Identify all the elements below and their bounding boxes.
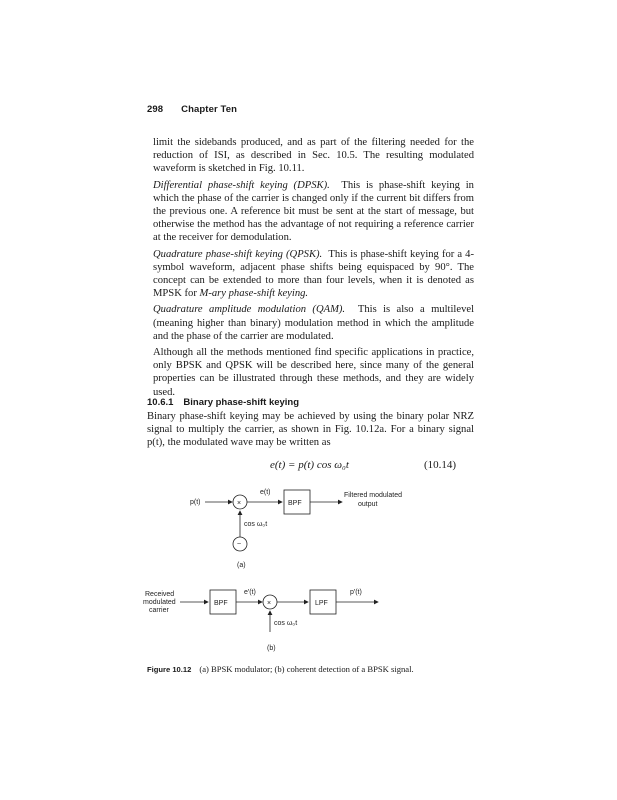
- equation-number: (10.14): [424, 459, 457, 471]
- lpf-label: LPF: [315, 600, 328, 607]
- dpsk-description: This is phase-shift keying in which the phase of the carrier is changed only if the current bit differs from the previous one. A reference bit must be sent at the start of message, but otherwise the method has the advantage of not requiring a reference carrier at the receiver for demodulation.: [153, 179, 474, 244]
- bpsk-modulator: [190, 489, 402, 569]
- oscillator-symbol: ~: [237, 541, 242, 548]
- qam-description: This is also a multilevel (meaning higher than binary) modulation method in which the amplitude and the phase of the carrier are modulated.: [153, 304, 475, 342]
- paragraph-qam: [153, 303, 474, 343]
- page-header: [147, 104, 237, 115]
- received-label-2: modulated: [143, 599, 176, 606]
- term-qam: Quadrature amplitude modulation (QAM).: [153, 304, 346, 316]
- section-number: 10.6.1: [147, 397, 174, 408]
- signal-label-pprime: p′(t): [350, 589, 362, 596]
- term-qpsk: Quadrature phase-shift keying (QPSK).: [153, 248, 323, 260]
- received-label-1: Received: [145, 591, 175, 598]
- input-label-pt: p(t): [190, 499, 201, 506]
- signal-label-eprime: e′(t): [244, 589, 256, 596]
- chapter-title: Chapter Ten: [181, 104, 237, 115]
- multiplier-symbol-b: ×: [267, 600, 272, 607]
- paragraph-qpsk: [153, 248, 474, 301]
- received-label-3: carrier: [149, 607, 169, 614]
- output-label-1: Filtered modulated: [344, 492, 402, 499]
- caption-text: (a) BPSK modulator; (b) coherent detection of a BPSK signal.: [199, 664, 414, 674]
- carrier-label-b: cos ω₀t: [274, 620, 298, 627]
- body-text: [153, 136, 474, 402]
- equation: e(t) = p(t) cos ω₀t: [270, 459, 349, 471]
- figure-10-12: [140, 482, 480, 662]
- figure-caption: [147, 664, 414, 674]
- multiplier-symbol: ×: [237, 500, 242, 507]
- section-heading: [147, 397, 299, 408]
- caption-label: Figure 10.12: [147, 665, 192, 674]
- bpsk-detector: [143, 589, 378, 652]
- bpf-label: BPF: [288, 500, 302, 507]
- qpsk-description: This is phase-shift keying for a 4-symbol waveform, adjacent phase shifts being equispaced by 90°. The concept can be extended to more than four levels, when it is denoted as MPSK for: [153, 248, 474, 300]
- paragraph-1: limit the sidebands produced, and as part of the filtering needed for the reduction of ISI, as described in Sec. 10.5. The resulting modulated waveform is sketched in Fig. 10.11.: [153, 137, 474, 175]
- page-number: 298: [147, 104, 164, 115]
- output-label-2: output: [358, 501, 378, 508]
- paragraph-general: Although all the methods mentioned find specific applications in practice, only BPSK and QPSK will be described here, since many of the general properties can be illustrated through these methods, and they are widely used.: [153, 347, 474, 398]
- label-b: (b): [267, 645, 276, 652]
- section-text: Binary phase-shift keying may be achieved by using the binary polar NRZ signal to multiply the carrier, as shown in Fig. 10.12a. For a binary signal p(t), the modulated wave may be written as: [147, 411, 474, 449]
- paragraph-dpsk: [153, 179, 474, 245]
- label-a: (a): [237, 562, 246, 569]
- signal-label-et: e(t): [260, 489, 271, 496]
- bpf-label-b: BPF: [214, 600, 228, 607]
- section-title: Binary phase-shift keying: [183, 397, 300, 408]
- term-dpsk: Differential phase-shift keying (DPSK).: [153, 179, 330, 191]
- term-mpsk: M-ary phase-shift keying.: [199, 288, 309, 300]
- carrier-label: cos ω₀t: [244, 521, 268, 528]
